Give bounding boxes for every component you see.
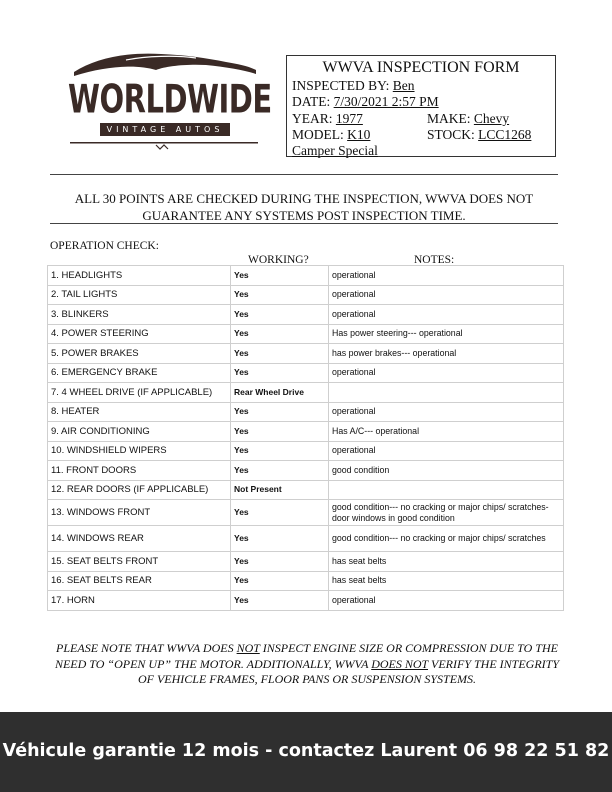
table-row <box>48 526 564 552</box>
working-status: Yes <box>231 422 329 442</box>
working-status: Yes <box>231 363 329 383</box>
model-row <box>292 127 370 143</box>
operation-check-table <box>47 265 564 611</box>
check-item: 6. EMERGENCY BRAKE <box>48 363 231 383</box>
check-notes: good condition--- no cracking or major chips/ scratches- door windows in good condition <box>329 500 564 526</box>
disclaimer-line-1: ALL 30 POINTS ARE CHECKED DURING THE INSPECTION, WWVA DOES NOT <box>74 191 534 206</box>
inspected-by-value: Ben <box>392 78 415 93</box>
check-notes: has seat belts <box>329 552 564 572</box>
year-row <box>292 111 363 127</box>
working-status: Not Present <box>231 480 329 500</box>
trim-value: Camper Special <box>292 143 378 158</box>
working-status: Yes <box>231 571 329 591</box>
check-notes <box>329 383 564 403</box>
notes-column-header: NOTES: <box>414 254 455 266</box>
table-row <box>48 363 564 383</box>
check-notes: operational <box>329 441 564 461</box>
inspection-form-header <box>286 55 556 157</box>
check-item: 2. TAIL LIGHTS <box>48 285 231 305</box>
check-item: 3. BLINKERS <box>48 305 231 325</box>
note-not-2: DOES NOT <box>371 656 429 671</box>
check-item: 5. POWER BRAKES <box>48 344 231 364</box>
model-value: K10 <box>347 127 371 142</box>
working-status: Yes <box>231 500 329 526</box>
working-status: Yes <box>231 344 329 364</box>
check-item: 7. 4 WHEEL DRIVE (IF APPLICABLE) <box>48 383 231 403</box>
check-notes: has power brakes--- operational <box>329 344 564 364</box>
working-status: Yes <box>231 441 329 461</box>
table-row <box>48 500 564 526</box>
check-item: 17. HORN <box>48 591 231 611</box>
note-part-3: VERIFY THE INTEGRITY OF VEHICLE FRAMES, FLOOR PANS OR SUSPENSION SYSTEMS. <box>137 656 560 686</box>
year-value: 1977 <box>335 111 363 126</box>
table-row <box>48 422 564 442</box>
check-notes: good condition--- no cracking or major chips/ scratches <box>329 526 564 552</box>
check-item: 9. AIR CONDITIONING <box>48 422 231 442</box>
working-status: Yes <box>231 526 329 552</box>
top-divider <box>50 174 558 175</box>
table-row <box>48 461 564 481</box>
table-row <box>48 441 564 461</box>
make-value: Chevy <box>473 111 510 126</box>
working-status: Yes <box>231 266 329 286</box>
table-row <box>48 552 564 572</box>
date-row <box>292 94 439 110</box>
working-status: Yes <box>231 552 329 572</box>
logo-tagline: VINTAGE AUTOS <box>100 123 230 136</box>
check-item: 13. WINDOWS FRONT <box>48 500 231 526</box>
warranty-contact-banner: Véhicule garantie 12 mois - contactez Laurent 06 98 22 51 82 <box>0 712 612 792</box>
logo-wordmark: WORLDWIDE <box>68 76 272 122</box>
check-notes: operational <box>329 591 564 611</box>
table-row <box>48 571 564 591</box>
note-part-1: PLEASE NOTE THAT WWVA DOES <box>56 641 237 655</box>
check-notes <box>329 480 564 500</box>
check-item: 15. SEAT BELTS FRONT <box>48 552 231 572</box>
table-row <box>48 591 564 611</box>
note-part-2: INSPECT ENGINE SIZE OR COMPRESSION DUE TO THE NEED TO “OPEN UP” THE MOTOR. ADDITIONALLY, WWVA <box>54 641 558 671</box>
bottom-divider <box>50 223 558 224</box>
make-label: MAKE: <box>427 111 471 126</box>
check-notes: Has power steering--- operational <box>329 324 564 344</box>
note-not-1: NOT <box>236 641 260 655</box>
working-column-header: WORKING? <box>248 254 309 266</box>
form-title: WWVA INSPECTION FORM <box>322 59 520 76</box>
check-notes: operational <box>329 402 564 422</box>
working-status: Yes <box>231 461 329 481</box>
check-item: 11. FRONT DOORS <box>48 461 231 481</box>
check-item: 8. HEATER <box>48 402 231 422</box>
check-notes: operational <box>329 266 564 286</box>
working-status: Yes <box>231 324 329 344</box>
check-notes: operational <box>329 363 564 383</box>
working-status: Rear Wheel Drive <box>231 383 329 403</box>
table-row <box>48 344 564 364</box>
model-label: MODEL: <box>292 127 344 142</box>
check-notes: Has A/C--- operational <box>329 422 564 442</box>
table-row <box>48 266 564 286</box>
engine-inspection-note <box>52 641 562 688</box>
year-label: YEAR: <box>292 111 333 126</box>
check-notes: has seat belts <box>329 571 564 591</box>
stock-label: STOCK: <box>427 127 475 142</box>
check-item: 14. WINDOWS REAR <box>48 526 231 552</box>
check-item: 16. SEAT BELTS REAR <box>48 571 231 591</box>
check-item: 1. HEADLIGHTS <box>48 266 231 286</box>
table-row <box>48 305 564 325</box>
check-notes: good condition <box>329 461 564 481</box>
check-notes: operational <box>329 305 564 325</box>
check-item: 10. WINDSHIELD WIPERS <box>48 441 231 461</box>
stock-row <box>427 127 531 143</box>
table-row <box>48 324 564 344</box>
working-status: Yes <box>231 402 329 422</box>
check-item: 4. POWER STEERING <box>48 324 231 344</box>
disclaimer-line-2: GUARANTEE ANY SYSTEMS POST INSPECTION TIME. <box>142 208 466 223</box>
stock-value: LCC1268 <box>478 127 532 142</box>
table-row <box>48 383 564 403</box>
check-item: 12. REAR DOORS (IF APPLICABLE) <box>48 480 231 500</box>
working-status: Yes <box>231 591 329 611</box>
operation-check-heading: OPERATION CHECK: <box>50 240 159 252</box>
table-row <box>48 285 564 305</box>
table-row <box>48 480 564 500</box>
inspected-by-label: INSPECTED BY: <box>292 78 390 93</box>
inspection-disclaimer <box>50 190 558 224</box>
date-label: DATE: <box>292 94 331 109</box>
inspected-by-row <box>292 78 415 94</box>
company-logo <box>66 48 272 150</box>
make-row <box>427 111 509 127</box>
table-row <box>48 402 564 422</box>
date-value: 7/30/2021 2:57 PM <box>333 94 439 109</box>
working-status: Yes <box>231 285 329 305</box>
check-notes: operational <box>329 285 564 305</box>
working-status: Yes <box>231 305 329 325</box>
